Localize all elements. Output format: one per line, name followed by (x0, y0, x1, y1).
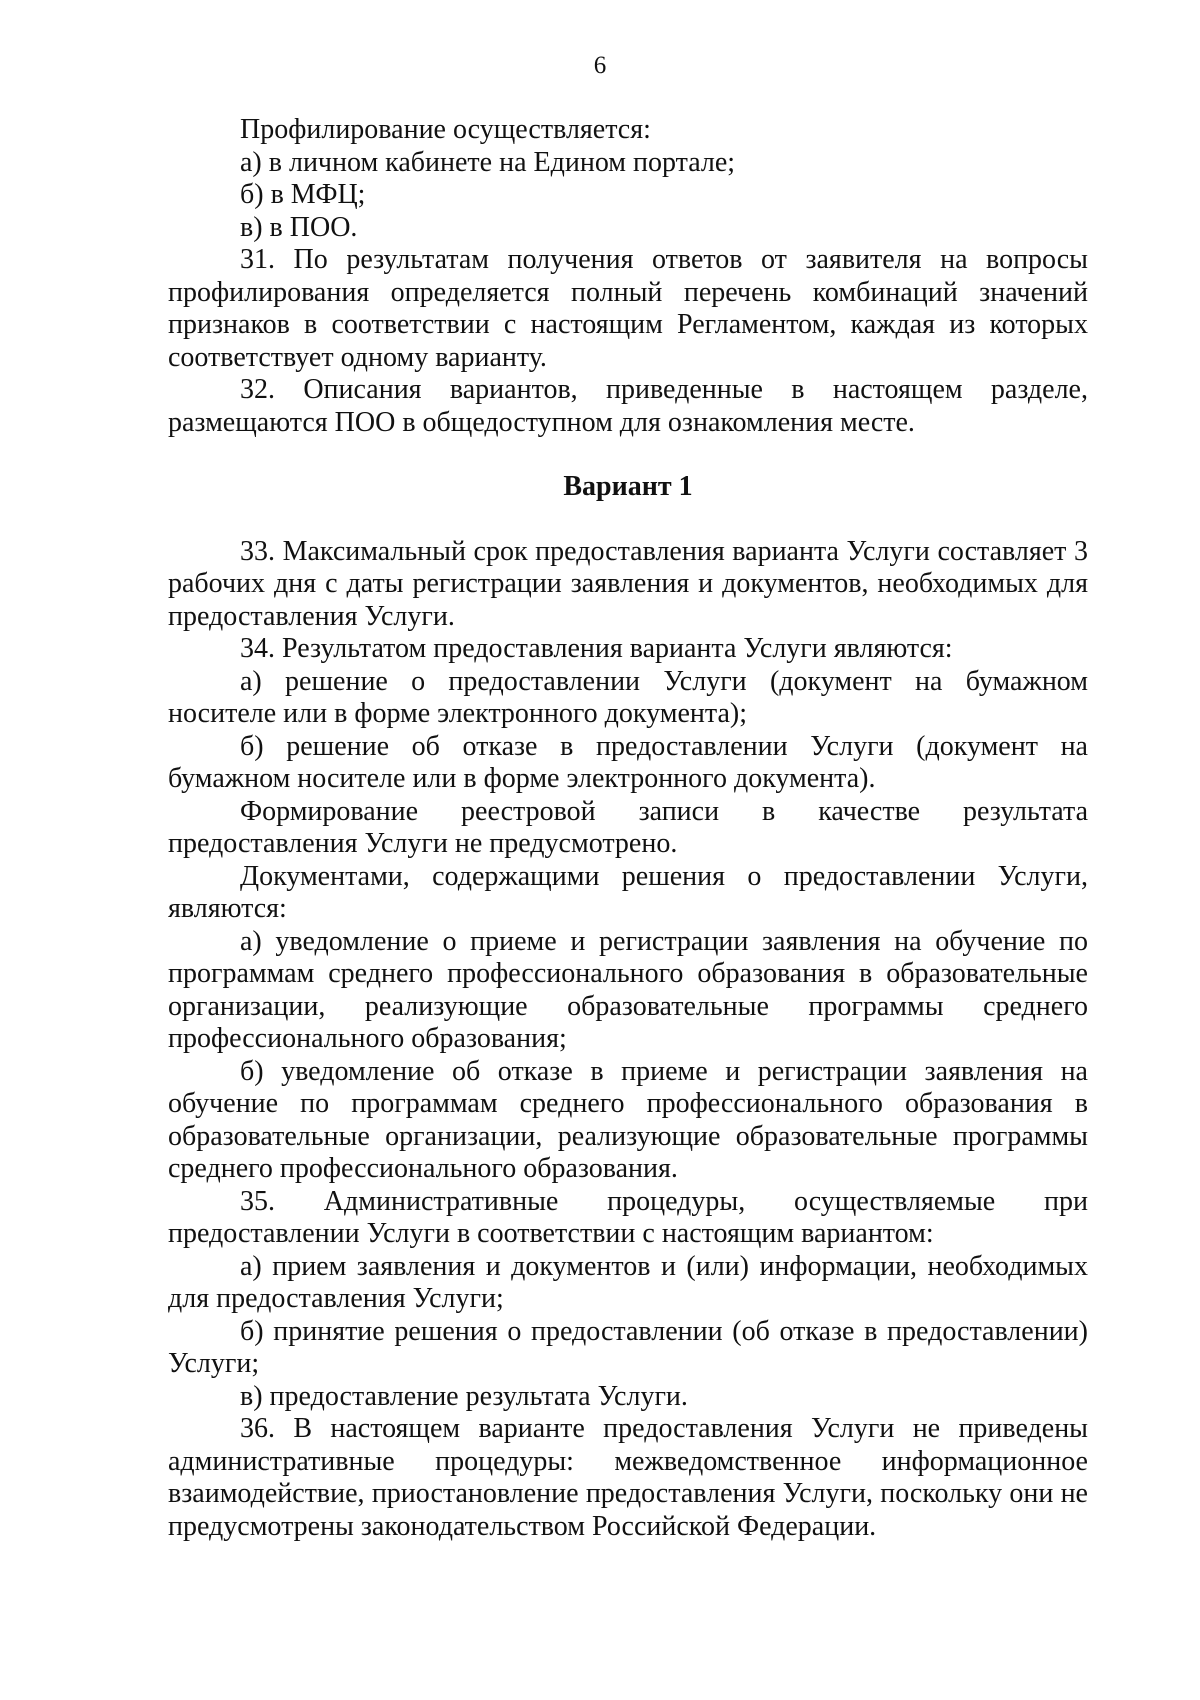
paragraph-35: 35. Административные процедуры, осуществляемые при предоставлении Услуги в соответствии с настоящим вариантом: (168, 1185, 1088, 1249)
document-body (168, 114, 1088, 1543)
paragraph-registry: Формирование реестровой записи в качестве результата предоставления Услуги не предусмотрено. (168, 795, 1088, 859)
paragraph-33: 33. Максимальный срок предоставления варианта Услуги составляет 3 рабочих дня с даты регистрации заявления и документов, необходимых для предоставления Услуги. (168, 535, 1088, 632)
procedure-item-c: в) предоставление результата Услуги. (240, 1380, 688, 1412)
paragraph-documents: Документами, содержащими решения о предоставлении Услуги, являются: (168, 860, 1088, 924)
paragraph-36: 36. В настоящем варианте предоставления Услуги не приведены административные процедуры: межведомственное информационное взаимодействие, приостановление предоставления Услуги, поскольку они не предусмотрены законодательством Российской Федерации. (168, 1413, 1088, 1542)
procedure-item-a: а) прием заявления и документов и (или) информации, необходимых для предоставления Услуги; (168, 1250, 1088, 1314)
procedure-item-b: б) принятие решения о предоставлении (об отказе в предоставлении) Услуги; (168, 1315, 1088, 1379)
list-item-c: в) в ПОО. (240, 211, 358, 243)
paragraph-34: 34. Результатом предоставления варианта Услуги являются: (240, 633, 953, 664)
list-item-b: б) в МФЦ; (240, 179, 366, 210)
document-item-b: б) уведомление об отказе в приеме и регистрации заявления на обучение по программам среднего профессионального образования в образовательные организации, реализующие образовательные программы среднего профессионального образования. (168, 1055, 1088, 1184)
page-number: 6 (593, 52, 607, 79)
result-item-a: а) решение о предоставлении Услуги (документ на бумажном носителе или в форме электронного документа); (168, 665, 1088, 729)
paragraph-profiling-intro: Профилирование осуществляется: (240, 114, 651, 145)
document-item-a: а) уведомление о приеме и регистрации заявления на обучение по программам среднего профессионального образования в образовательные организации, реализующие образовательные программы среднего профессионального образования; (168, 925, 1088, 1054)
paragraph-32: 32. Описания вариантов, приведенные в настоящем разделе, размещаются ПОО в общедоступном для ознакомления месте. (168, 374, 1088, 438)
list-item-a: а) в личном кабинете на Едином портале; (240, 146, 736, 178)
result-item-b: б) решение об отказе в предоставлении Услуги (документ на бумажном носителе или в форме электронного документа). (168, 730, 1088, 794)
section-heading: Вариант 1 (563, 471, 693, 502)
paragraph-31: 31. По результатам получения ответов от заявителя на вопросы профилирования определяется полный перечень комбинаций значений признаков в соответствии с настоящим Регламентом, каждая из которых соответствует одному варианту. (168, 244, 1088, 373)
